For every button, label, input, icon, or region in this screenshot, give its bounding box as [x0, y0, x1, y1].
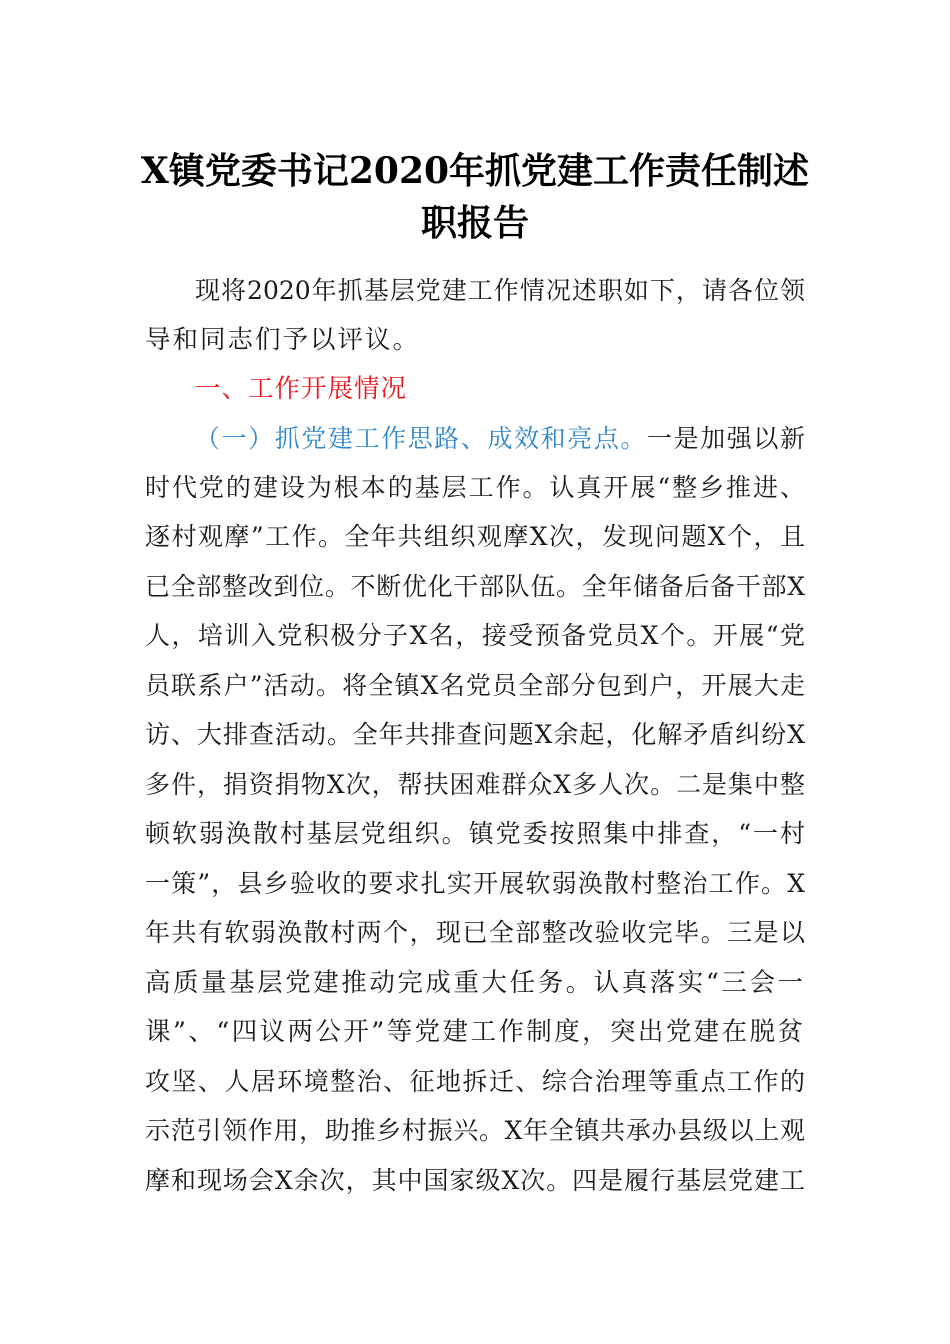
subsection-first-line-rest: 一是加强以新	[647, 424, 805, 453]
body-line: 顿软弱涣散村基层党组织。镇党委按照集中排查，“一村	[145, 819, 805, 848]
subsection-first-line	[195, 424, 805, 454]
body-line: 人，培训入党积极分子X名，接受预备党员X个。开展“党	[145, 621, 805, 650]
body-line: 多件，捐资捐物X次，帮扶困难群众X多人次。二是集中整	[145, 770, 805, 799]
body-line: 年共有软弱涣散村两个，现已全部整改验收完毕。三是以	[145, 918, 805, 947]
body-line: 员联系户”活动。将全镇X名党员全部分包到户，开展大走	[145, 671, 805, 700]
body-line: 高质量基层党建推动完成重大任务。认真落实“三会一	[145, 968, 805, 998]
subsection-label: （一）抓党建工作思路、成效和亮点。	[195, 424, 648, 453]
intro-line-1: 现将2020年抓基层党建工作情况述职如下，请各位领	[195, 276, 805, 305]
body-line: 摩和现场会X余次，其中国家级X次。四是履行基层党建工	[145, 1166, 805, 1195]
intro-line-2: 导和同志们予以评议。	[145, 325, 421, 355]
body-line: 课”、“四议两公开”等党建工作制度，突出党建在脱贫	[145, 1017, 805, 1047]
body-line: 逐村观摩”工作。全年共组织观摩X次，发现问题X个，且	[145, 522, 805, 551]
document-title-line-1: X镇党委书记2020年抓党建工作责任制述	[140, 150, 810, 192]
body-line: 示范引领作用，助推乡村振兴。X年全镇共承办县级以上观	[145, 1116, 805, 1145]
section-heading-work-progress: 一、工作开展情况	[195, 374, 408, 404]
body-line: 时代党的建设为根本的基层工作。认真开展“整乡推进、	[145, 473, 805, 502]
body-line: 一策”，县乡验收的要求扎实开展软弱涣散村整治工作。X	[145, 869, 805, 898]
document-title-line-2: 职报告	[420, 202, 529, 244]
body-line: 攻坚、人居环境整治、征地拆迁、综合治理等重点工作的	[145, 1067, 805, 1096]
body-line: 已全部整改到位。不断优化干部队伍。全年储备后备干部X	[145, 572, 805, 601]
body-line: 访、大排查活动。全年共排查问题X余起，化解矛盾纠纷X	[145, 720, 805, 749]
